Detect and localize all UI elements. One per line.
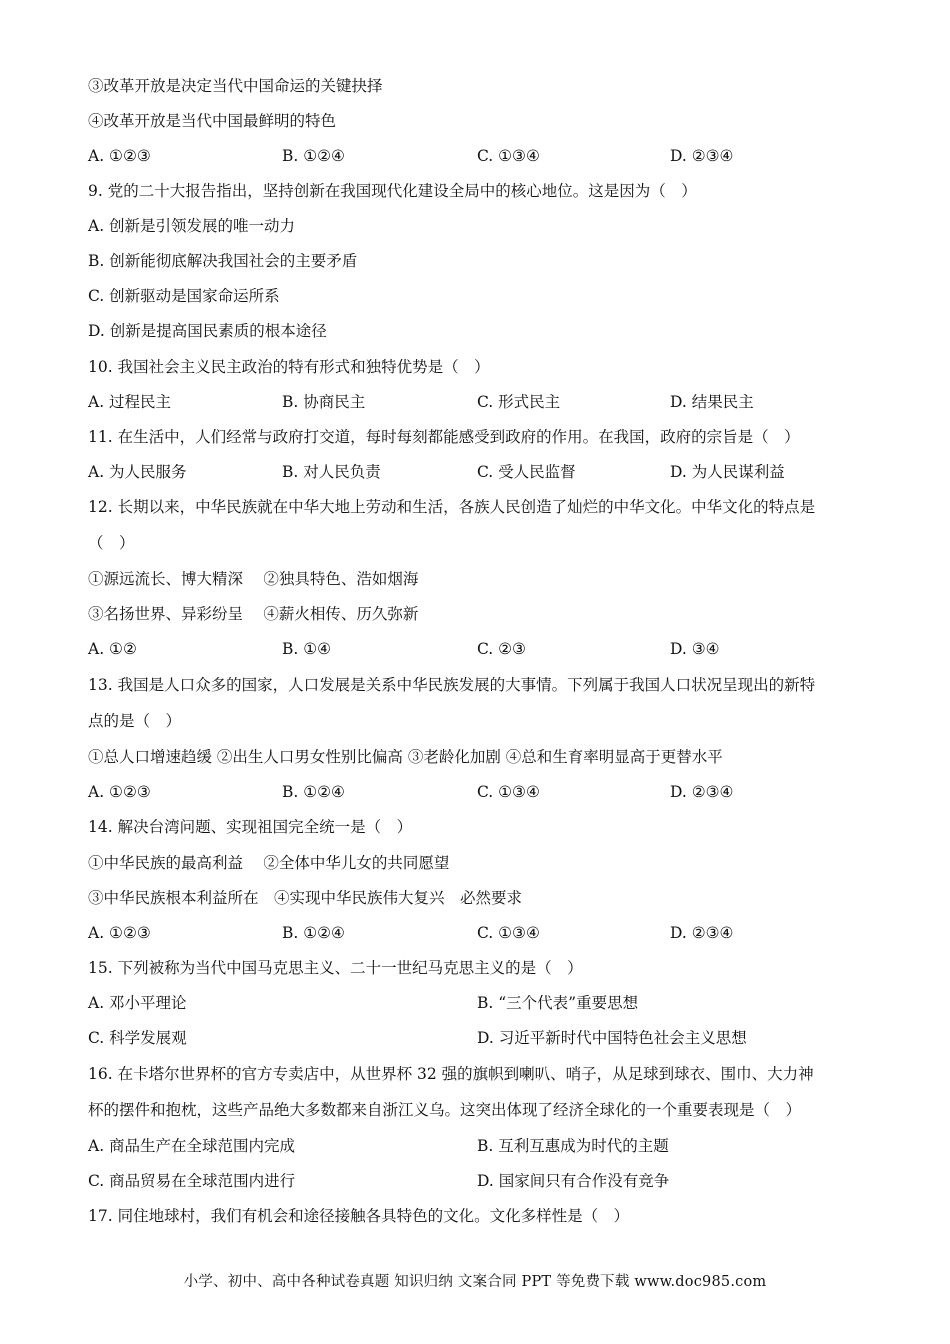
answer-option: B. 对人民负责 [282,463,381,481]
answer-option: D. ②③④ [670,924,734,942]
answer-option: A. 商品生产在全球范围内完成 [88,1137,296,1155]
answer-option: D. 结果民主 [670,393,754,411]
answer-option: D. 为人民谋利益 [670,463,785,481]
answer-option: A. ①②③ [88,783,151,801]
answer-option: C. ①③④ [477,924,540,942]
answer-option: A. 邓小平理论 [88,994,187,1012]
answer-option: D. ②③④ [670,147,734,165]
text-line: A. 创新是引领发展的唯一动力 [88,217,296,235]
text-line: B. 创新能彻底解决我国社会的主要矛盾 [88,252,358,270]
text-line: 10. 我国社会主义民主政治的特有形式和独特优势是（ ） [88,358,490,376]
answer-option: D. 习近平新时代中国特色社会主义思想 [477,1029,747,1047]
answer-option: B. ①②④ [282,924,345,942]
text-line: 15. 下列被称为当代中国马克思主义、二十一世纪马克思主义的是（ ） [88,959,583,977]
answer-option: C. 科学发展观 [88,1029,187,1047]
text-line: 13. 我国是人口众多的国家，人口发展是关系中华民族发展的大事情。下列属于我国人口状况呈现出的新特 [88,676,816,694]
text-line: ①源远流长、博大精深 ②独具特色、浩如烟海 [88,570,419,588]
answer-option: B. 协商民主 [282,393,366,411]
text-line: ③改革开放是决定当代中国命运的关键抉择 [88,77,383,95]
answer-option: C. 商品贸易在全球范围内进行 [88,1172,296,1190]
answer-option: A. ①② [88,640,137,658]
text-line: D. 创新是提高国民素质的根本途径 [88,322,327,340]
text-line: 11. 在生活中，人们经常与政府打交道，每时每刻都能感受到政府的作用。在我国，政府的宗旨是（ ） [88,428,800,446]
text-line: 16. 在卡塔尔世界杯的官方专卖店中，从世界杯 32 强的旗帜到喇叭、哨子，从足球到球衣、围巾、大力神 [88,1065,814,1083]
answer-option: D. ②③④ [670,783,734,801]
text-line: 12. 长期以来，中华民族就在中华大地上劳动和生活，各族人民创造了灿烂的中华文化。中华文化的特点是 [88,498,816,516]
answer-option: B. ①②④ [282,147,345,165]
page-footer: 小学、初中、高中各种试卷真题 知识归纳 文案合同 PPT 等免费下载 www.doc985.com [183,1274,767,1290]
text-line: 9. 党的二十大报告指出，坚持创新在我国现代化建设全局中的核心地位。这是因为（ ） [88,182,697,200]
text-line: ③名扬世界、异彩纷呈 ④薪火相传、历久弥新 [88,605,419,623]
text-line: ③中华民族根本利益所在 ④实现中华民族伟大复兴 必然要求 [88,889,523,907]
answer-option: C. ②③ [477,640,526,658]
answer-option: C. 形式民主 [477,393,561,411]
answer-option: B. ①②④ [282,783,345,801]
answer-option: C. ①③④ [477,783,540,801]
answer-option: B. “三个代表”重要思想 [477,994,639,1012]
answer-option: C. 受人民监督 [477,463,576,481]
text-line: 17. 同住地球村，我们有机会和途径接触各具特色的文化。文化多样性是（ ） [88,1207,630,1225]
text-line: （ ） [88,534,135,552]
answer-option: D. ③④ [670,640,720,658]
text-line: 14. 解决台湾问题、实现祖国完全统一是（ ） [88,818,413,836]
text-line: ①中华民族的最高利益 ②全体中华儿女的共同愿望 [88,854,450,872]
answer-option: D. 国家间只有合作没有竞争 [477,1172,670,1190]
answer-option: C. ①③④ [477,147,540,165]
text-line: 杯的摆件和抱枕，这些产品绝大多数都来自浙江义乌。这突出体现了经济全球化的一个重要表现是（ ） [88,1101,802,1119]
answer-option: A. 过程民主 [88,393,172,411]
answer-option: B. 互利互惠成为时代的主题 [477,1137,669,1155]
text-line: C. 创新驱动是国家命运所系 [88,287,280,305]
text-line: ④改革开放是当代中国最鲜明的特色 [88,112,337,130]
text-line: 点的是（ ） [88,712,182,730]
answer-option: B. ①④ [282,640,332,658]
answer-option: A. ①②③ [88,924,151,942]
text-line: ①总人口增速趋缓 ②出生人口男女性别比偏高 ③老龄化加剧 ④总和生育率明显高于更替水平 [88,748,723,766]
answer-option: A. ①②③ [88,147,151,165]
answer-option: A. 为人民服务 [88,463,187,481]
